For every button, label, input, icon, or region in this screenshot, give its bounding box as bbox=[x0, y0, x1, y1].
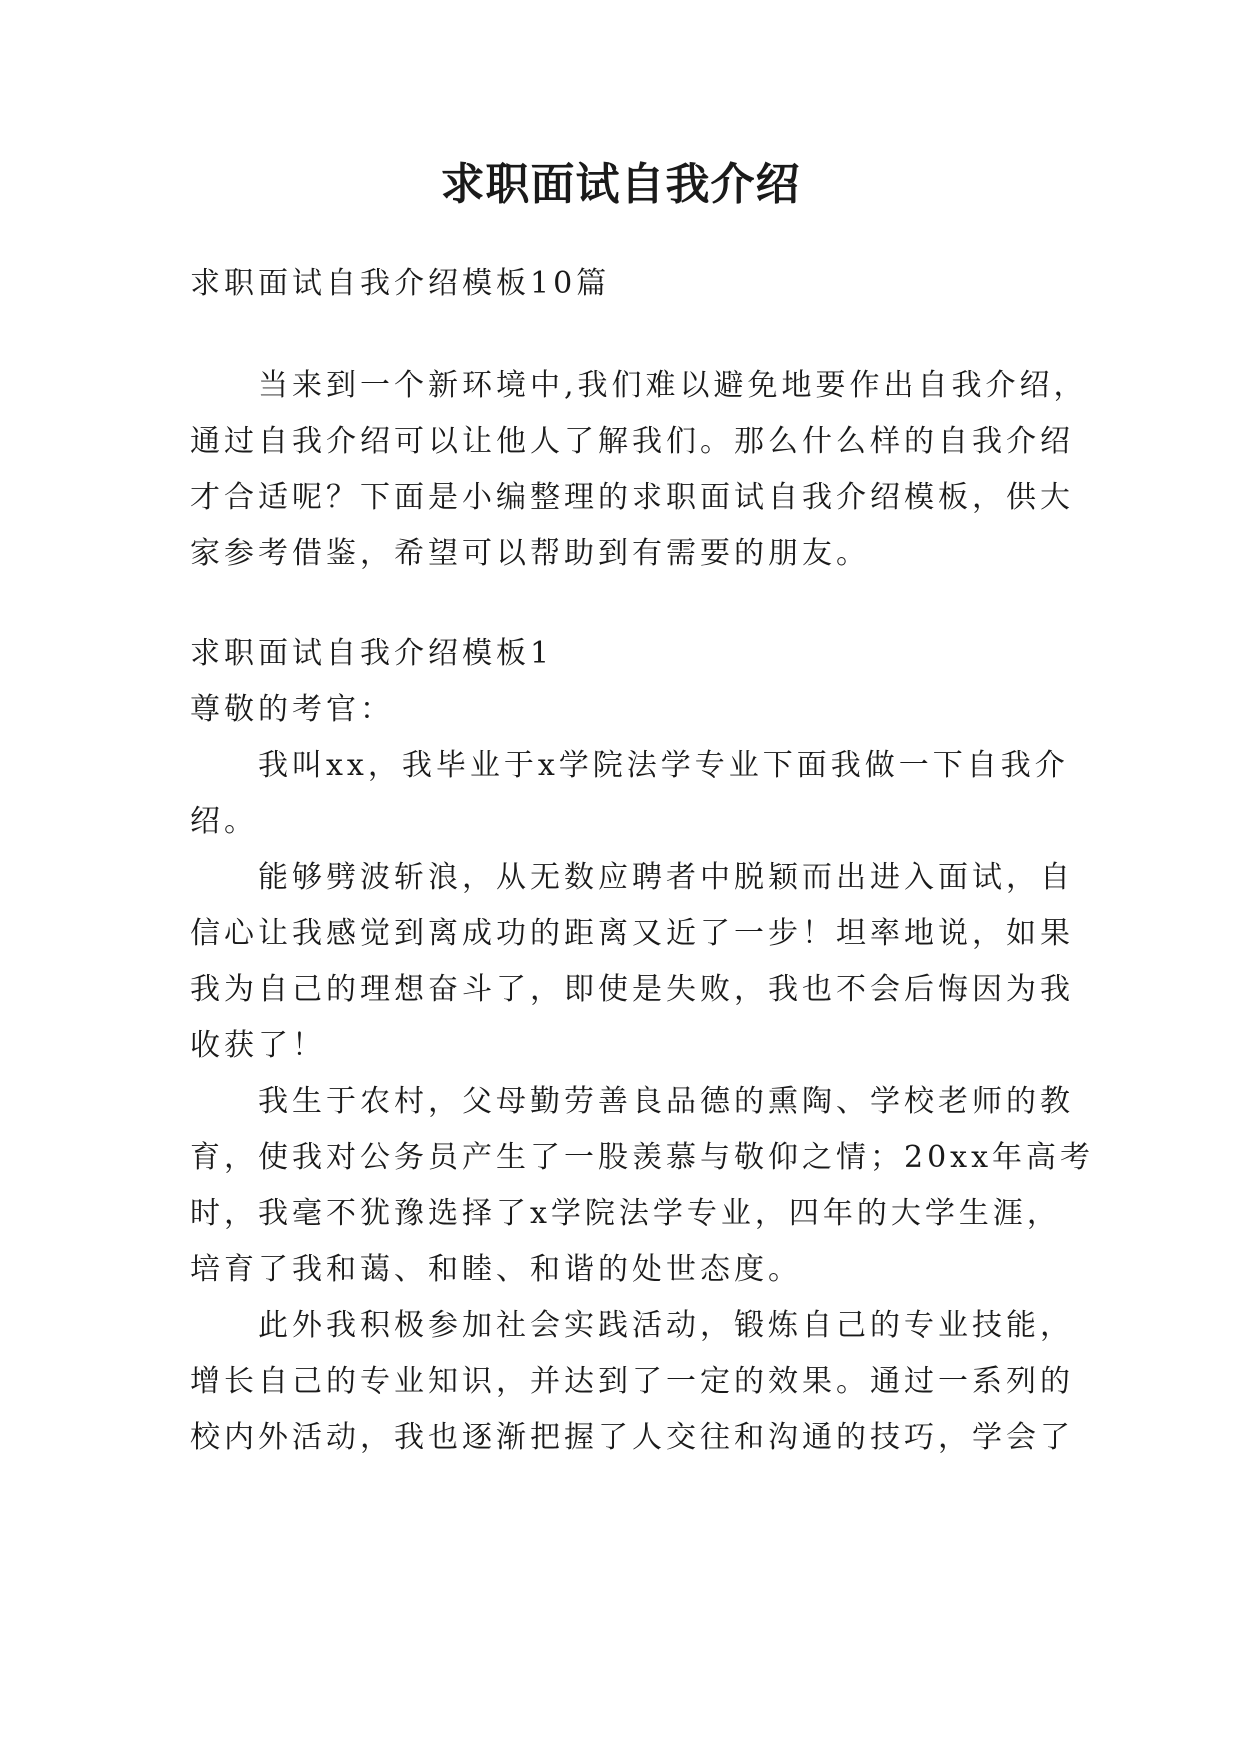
intro-line: 家参考借鉴，希望可以帮助到有需要的朋友。 bbox=[190, 536, 870, 571]
body-line: 校内外活动，我也逐渐把握了人交往和沟通的技巧，学会了 bbox=[190, 1420, 1074, 1455]
body-line: 时，我毫不犹豫选择了x学院法学专业，四年的大学生涯， bbox=[190, 1196, 1061, 1231]
section-heading: 求职面试自我介绍模板1 bbox=[190, 636, 554, 671]
page-title: 求职面试自我介绍 bbox=[440, 159, 801, 210]
body-line: 我为自己的理想奋斗了，即使是失败，我也不会后悔因为我 bbox=[190, 972, 1074, 1007]
document-subtitle: 求职面试自我介绍模板10篇 bbox=[190, 266, 611, 301]
body-line: 培育了我和蔼、和睦、和谐的处世态度。 bbox=[190, 1252, 802, 1287]
body-line: 我生于农村，父母勤劳善良品德的熏陶、学校老师的教 bbox=[258, 1084, 1074, 1119]
body-line: 此外我积极参加社会实践活动，锻炼自己的专业技能， bbox=[258, 1308, 1074, 1343]
intro-line: 当来到一个新环境中,我们难以避免地要作出自我介绍， bbox=[258, 368, 1088, 403]
body-line: 信心让我感觉到离成功的距离又近了一步！坦率地说，如果 bbox=[190, 916, 1074, 951]
salutation: 尊敬的考官： bbox=[190, 692, 394, 727]
body-line: 增长自己的专业知识，并达到了一定的效果。通过一系列的 bbox=[190, 1364, 1074, 1399]
body-line: 我叫xx，我毕业于x学院法学专业下面我做一下自我介 bbox=[258, 748, 1069, 783]
intro-line: 通过自我介绍可以让他人了解我们。那么什么样的自我介绍 bbox=[190, 424, 1074, 459]
body-line: 能够劈波斩浪，从无数应聘者中脱颖而出进入面试，自 bbox=[258, 860, 1074, 895]
body-line: 绍。 bbox=[190, 804, 258, 839]
body-line: 收获了！ bbox=[190, 1028, 326, 1063]
body-line: 育，使我对公务员产生了一股羡慕与敬仰之情；20xx年高考 bbox=[190, 1140, 1095, 1175]
intro-line: 才合适呢？下面是小编整理的求职面试自我介绍模板，供大 bbox=[190, 480, 1074, 515]
